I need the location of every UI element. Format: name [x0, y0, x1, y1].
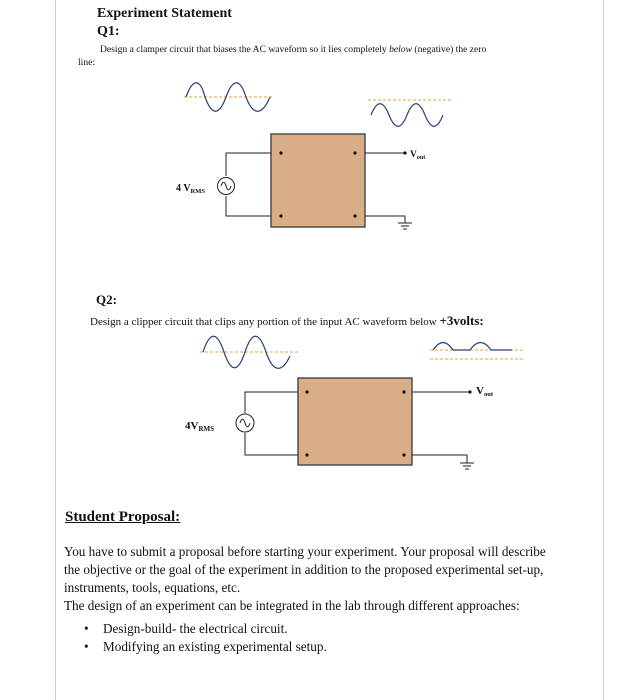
proposal-paragraph-1: You have to submit a proposal before starting your experiment. Your proposal will describe the objective or the goal of the experiment in addition to the proposed experimental set-up, instruments, tools, equations, etc.	[64, 544, 546, 595]
q2-ground-symbol	[460, 463, 474, 469]
proposal-paragraph-2: The design of an experiment can be integrated in the lab through different approaches:	[64, 598, 520, 613]
q1-heading: Q1:	[97, 24, 120, 39]
q1-ac-source	[218, 178, 235, 195]
q2-source-label	[185, 420, 214, 433]
q2-ac-source	[236, 414, 254, 432]
q1-source-value: 4 V	[176, 183, 191, 194]
proposal-body	[64, 543, 564, 615]
q1-output-waveform	[368, 100, 452, 126]
list-item: • Design-build- the electrical circuit.	[84, 620, 327, 638]
q2-source-subscript: RMS	[198, 425, 215, 433]
q2-circuit-block	[298, 378, 412, 465]
q1-circuit-block	[271, 134, 365, 227]
q2-statement-emphasis: +3volts:	[439, 313, 484, 328]
q2-heading: Q2:	[96, 292, 117, 307]
q2-statement-part1: Design a clipper circuit that clips any portion of the input AC waveform below	[90, 316, 440, 328]
q2-input-waveform	[200, 336, 300, 368]
q1-ground-symbol	[398, 223, 412, 229]
q1-source-subscript: RMS	[190, 188, 205, 195]
q2-statement	[90, 313, 484, 329]
approaches-list	[84, 620, 327, 656]
q1-statement-emphasis: below	[389, 44, 412, 55]
q1-output-subscript: out	[416, 155, 426, 161]
q1-input-waveform	[184, 83, 273, 112]
q1-output-node	[403, 151, 406, 154]
q1-source-label	[176, 183, 205, 195]
q1-statement-part1: Design a clamper circuit that biases the AC waveform so it lies completely	[100, 44, 390, 55]
q1-statement-line2: line:	[78, 57, 96, 68]
q2-output-label	[476, 385, 494, 398]
q1-output-label	[410, 150, 425, 161]
q2-output-node	[468, 390, 471, 393]
student-proposal-heading: Student Proposal:	[65, 509, 181, 525]
q2-output-waveform	[430, 343, 524, 360]
q2-output-subscript: out	[483, 391, 493, 398]
q2-output-v: V	[476, 385, 484, 397]
q1-statement-part2: (negative) the zero	[412, 44, 487, 55]
document-title: Experiment Statement	[97, 6, 232, 21]
list-item: • Modifying an existing experimental setup.	[84, 638, 327, 656]
q2-source-value: 4V	[185, 420, 199, 432]
q1-output-v: V	[410, 150, 417, 160]
